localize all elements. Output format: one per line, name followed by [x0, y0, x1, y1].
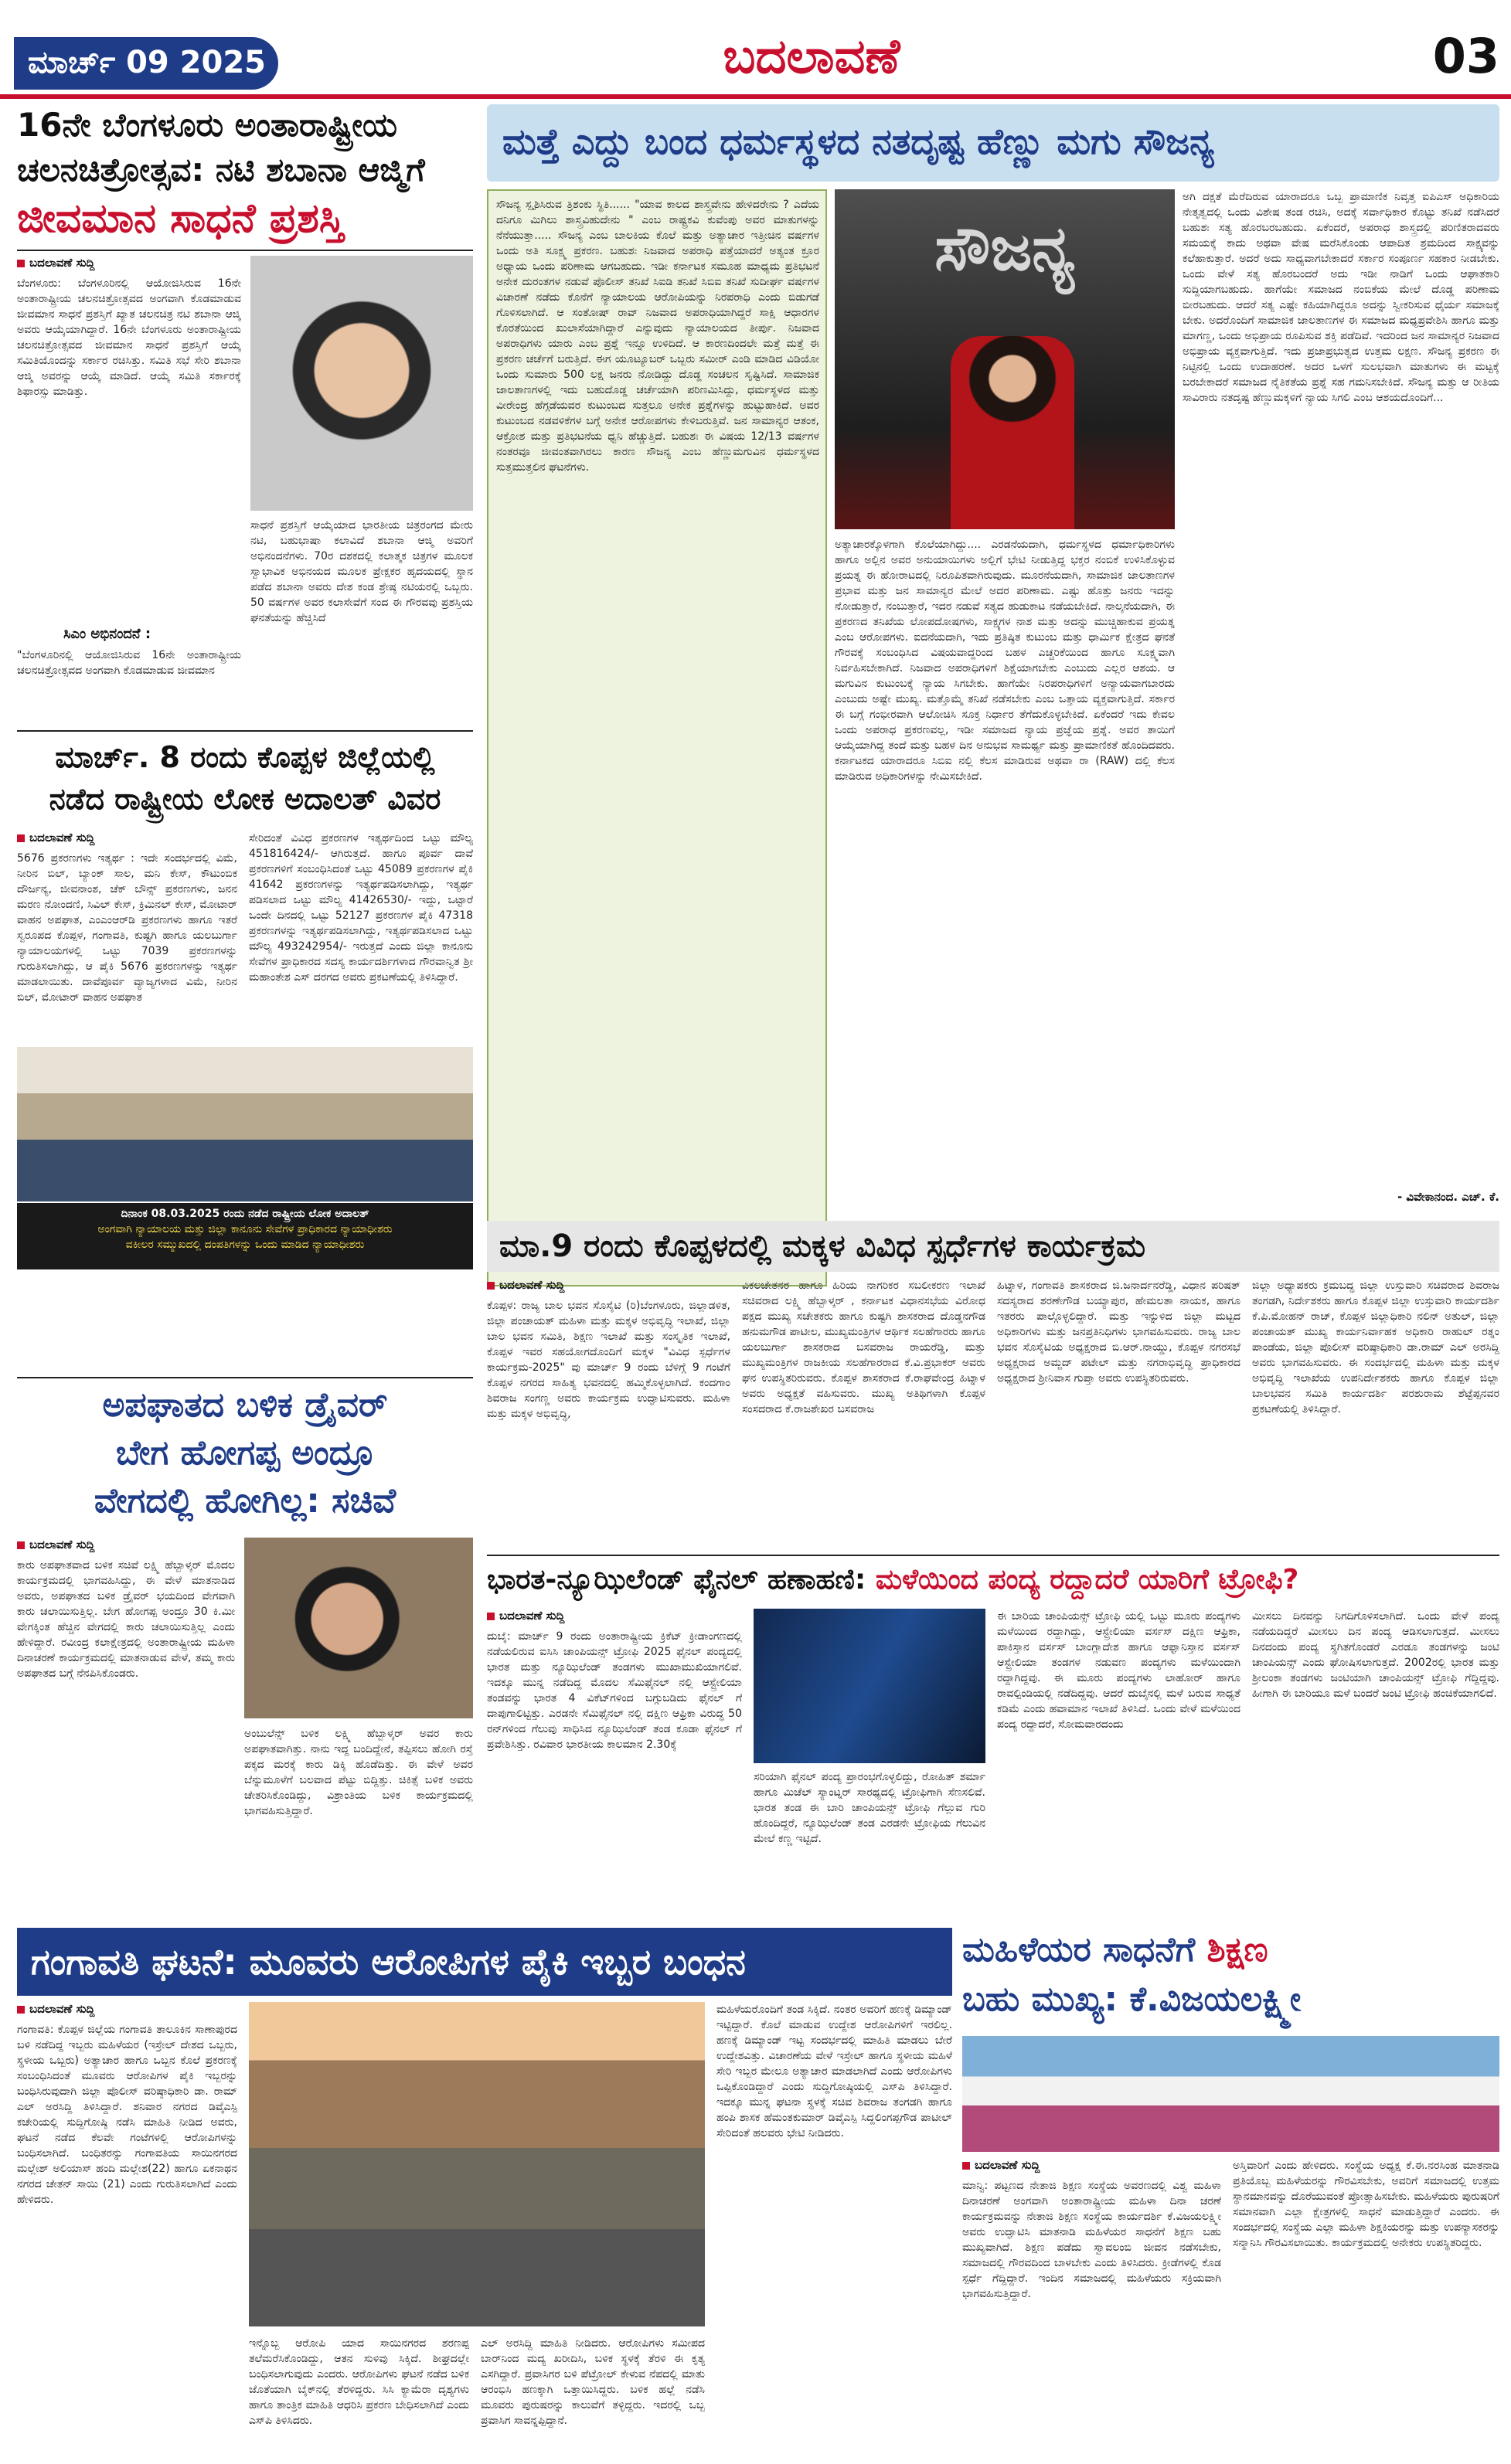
headline-line-2: ಚಲನಚಿತ್ರೋತ್ಸವ: ನಟಿ ಶಬಾನಾ ಆಜ್ಮಿಗೆ	[17, 151, 425, 189]
article-cricket-final	[487, 1561, 1499, 1885]
left-frame	[487, 189, 827, 1286]
crime-scene-photo	[249, 2002, 705, 2326]
column-1: ಗಂಗಾವತಿ: ಕೊಪ್ಪಳ ಜಿಲ್ಲೆಯ ಗಂಗಾವತಿ ತಾಲೂಕಿನ ಸಾಣಾಪುರದ ಬಳಿ ನಡೆದಿದ್ದ ಇಬ್ಬರು ಮಹಿಳೆಯರ (ಇಸ್ರೇಲ್ ದೇಶದ ಒಬ್ಬರು, ಸ್ಥಳೀಯ ಒಬ್ಬರು) ಅತ್ಯಾಚಾರ ಹಾಗೂ ಒಬ್ಬನ ಕೊಲೆ ಪ್ರಕರಣಕ್ಕೆ ಸಂಬಂಧಿಸಿದಂತೆ ಮೂವರು ಆರೋಪಿಗಳ ಪೈಕಿ ಇಬ್ಬರನ್ನು ಬಂಧಿಸಿರುವುದಾಗಿ ಜಿಲ್ಲಾ ಪೊಲೀಸ್ ವರಿಷ್ಠಾಧಿಕಾರಿ ಡಾ. ರಾಮ್ ಎಲ್ ಅರಸಿದ್ದಿ ತಿಳಿಸಿದ್ದಾರೆ. ಶನಿವಾರ ನಗರದ ಡಿವೈಎಸ್ಪಿ ಕಚೇರಿಯಲ್ಲಿ ಸುದ್ದಿಗೋಷ್ಠಿ ನಡೆಸಿ ಮಾಹಿತಿ ನೀಡಿದ ಅವರು, ಘಟನೆ ನಡೆದ ಕೆಲವೇ ಗಂಟೆಗಳಲ್ಲಿ ಆರೋಪಿಗಳನ್ನು ಬಂಧಿಸಲಾಗಿದೆ. ಬಂಧಿತರನ್ನು ಗಂಗಾವತಿಯ ಸಾಯಿನಗರದ ಮಲ್ಲೇಶ್ ಅಲಿಯಾಸ್ ಹಂದಿ ಮಲ್ಲೇಶ(22) ಹಾಗೂ ಏಕನಾಥನ ನಗರದ ಚೇತನ್ ಸಾಯಿ (21) ಎಂದು ಗುರುತಿಸಲಾಗಿದೆ ಎಂದು ಹೇಳಿದರು.	[17, 2024, 237, 2206]
article-film-festival	[17, 104, 473, 645]
byline: ಬದಲಾವಣೆ ಸುದ್ದಿ	[17, 256, 233, 270]
caption-line-2: ಅಂಗವಾಗಿ ನ್ಯಾಯಾಲಯ ಮತ್ತು ಜಿಲ್ಲಾ ಕಾನೂನು ಸೇವೆಗಳ ಪ್ರಾಧಿಕಾರದ ನ್ಯಾಯಾಧೀಶರು	[97, 1223, 393, 1235]
event-photo	[962, 2036, 1499, 2152]
headline-line-1: ಮಾರ್ಚ್. 8 ರಂದು ಕೊಪ್ಪಳ ಜಿಲ್ಲೆಯಲ್ಲಿ	[55, 740, 435, 774]
column-3: ಈ ಬಾರಿಯ ಚಾಂಪಿಯನ್ಸ್ ಟ್ರೋಫಿ ಯಲ್ಲಿ ಒಟ್ಟು ಮೂರು ಪಂದ್ಯಗಳು ಮಳೆಯಿಂದ ರದ್ದಾಗಿದ್ದು, ಆಸ್ಟ್ರೇಲಿಯಾ ವರ್ಸಸ್ ದಕ್ಷಿಣ ಆಫ್ರಿಕಾ, ಪಾಕಿಸ್ತಾನ ವರ್ಸಸ್ ಬಾಂಗ್ಲಾದೇಶ ಹಾಗೂ ಆಫ್ಘಾನಿಸ್ತಾನ ವರ್ಸಸ್ ಆಸ್ಟ್ರೇಲಿಯಾ ತಂಡಗಳ ನಡುವಣ ಪಂದ್ಯಗಳು ಮಳೆಯಿಂದಾಗಿ ರದ್ದಾಗಿದ್ದವು. ಈ ಮೂರು ಪಂದ್ಯಗಳು ಲಾಹೋರ್ ಹಾಗೂ ರಾವಲ್ಪಿಂಡಿಯಲ್ಲಿ ನಡೆದಿದ್ದವು. ಆದರೆ ದುಬೈನಲ್ಲಿ ಮಳೆ ಬರುವ ಸಾಧ್ಯತೆ ಕಡಿಮೆ ಎಂದು ಹವಾಮಾನ ಇಲಾಖೆ ತಿಳಿಸಿದೆ. ಒಂದು ವೇಳೆ ಮಳೆಯಿಂದ ಪಂದ್ಯ ರದ್ದಾದರೆ, ಸೋಮವಾರದಂದು	[997, 1610, 1240, 1731]
section-rule	[17, 1377, 473, 1378]
byline: ಬದಲಾವಣೆ ಸುದ್ದಿ	[962, 2158, 1194, 2172]
headline-line-1	[962, 1928, 1499, 1973]
headline-line-2: ನಡೆದ ರಾಷ್ಟ್ರೀಯ ಲೋಕ ಅದಾಲತ್ ವಿವರ	[49, 782, 441, 816]
byline: ಬದಲಾವಣೆ ಸುದ್ದಿ	[17, 1538, 233, 1551]
column-4: ಮಹಿಳೆಯರೊಂದಿಗೆ ತಂಡ ಸಿಕ್ಕಿದೆ. ನಂತರ ಅವರಿಗೆ ಹಣಕ್ಕೆ ಡಿಮ್ಯಾಂಡ್ ಇಟ್ಟಿದ್ದಾರೆ. ಕೊಲೆ ಮಾಡುವ ಉದ್ದೇಶ ಆರೋಪಿಗಳಿಗೆ ಇರಲಿಲ್ಲ. ಹಣಕ್ಕೆ ಡಿಮ್ಯಾಂಡ್ ಇಟ್ಟ ಸಂದರ್ಭದಲ್ಲಿ ಮಾಹಿತಿ ಮಾಡಲು ಬೇರೆ ಉದ್ದೇಶವಿತ್ತು. ವಿಚಾರಣೆಯ ವೇಳೆ ಇಸ್ರೇಲ್ ಹಾಗೂ ಸ್ಥಳೀಯ ಮಹಿಳೆ ಸೇರಿ ಇಬ್ಬರ ಮೇಲೂ ಅತ್ಯಾಚಾರ ಮಾಡಲಾಗಿದೆ ಎಂದು ಆರೋಪಿಗಳು ಒಪ್ಪಿಕೊಂಡಿದ್ದಾರೆ ಎಂದು ಸುದ್ದಿಗೋಷ್ಠಿಯಲ್ಲಿ ಎಸ್‌ಪಿ ತಿಳಿಸಿದ್ದಾರೆ. ಇದಕ್ಕೂ ಮುನ್ನ ಘಟನಾ ಸ್ಥಳಕ್ಕೆ ಸಚಿವ ಶಿವರಾಜ ತಂಗಡಗಿ ಹಾಗೂ ಹಂಪಿ ಶಾಸಕ ಹೆಮಂತಕುಮಾರ್ ಡಿವೈಎಸ್ಪಿ ಸಿದ್ದಲಿಂಗಪ್ಪಗೌಡ ಪಾಟೀಲ್ ಸೇರಿದಂತೆ ಹಲವರು ಭೇಟಿ ನೀಡಿದರು.	[716, 2003, 952, 2139]
article-soujanya	[487, 104, 1499, 1217]
article-body-1: ಕಾರು ಅಪಘಾತವಾದ ಬಳಿಕ ಸಚಿವೆ ಲಕ್ಷ್ಮಿ ಹೆಬ್ಬಾಳ್ಕರ್ ಮೊದಲ ಕಾರ್ಯಕ್ರಮದಲ್ಲಿ ಭಾಗವಹಿಸಿದ್ದು, ಈ ವೇಳೆ ಮಾತನಾಡಿದ ಅವರು, ಅಪಘಾತದ ಬಳಿಕ ಡ್ರೈವರ್ ಭಯದಿಂದ ವೇಗವಾಗಿ ಕಾರು ಚಲಾಯಿಸುತ್ತಿಲ್ಲ. ಬೇಗ ಹೋಗಪ್ಪ ಅಂದ್ರೂ 30 ಕಿ.ಮೀ ವೇಗಕ್ಕಿಂತ ಹೆಚ್ಚಿನ ವೇಗದಲ್ಲಿ ಕಾರು ಚಲಾಯಿಸುತ್ತಿಲ್ಲ ಎಂದು ಹೇಳಿದ್ದಾರೆ. ರವೀಂದ್ರ ಕಲಾಕ್ಷೇತ್ರದಲ್ಲಿ ಅಂತಾರಾಷ್ಟ್ರೀಯ ಮಹಿಳಾ ದಿನಾಚರಣೆ ಕಾರ್ಯಕ್ರಮದಲ್ಲಿ ಮಾತನಾಡುವ ವೇಳೆ, ತಮ್ಮ ಕಾರು ಅಪಘಾತದ ಬಗ್ಗೆ ನೆನಪಿಸಿಕೊಂಡರು.	[17, 1559, 235, 1680]
caption-line-1: ದಿನಾಂಕ 08.03.2025 ರಂದು ನಡೆದ ರಾಷ್ಟ್ರೀಯ ಲೋಕ ಅದಾಲತ್	[121, 1208, 369, 1220]
column-2: ಇನ್ನೊಬ್ಬ ಆರೋಪಿ ಯಾದ ಸಾಯಿನಗರದ ಶರಣಪ್ಪ ತಲೆಮರೆಸಿಕೊಂಡಿದ್ದು, ಆತನ ಸುಳಿವು ಸಿಕ್ಕಿದೆ. ಶೀಘ್ರದಲ್ಲೇ ಬಂಧಿಸಲಾಗುವುದು ಎಂದರು. ಆರೋಪಿಗಳು ಘಟನೆ ನಡೆದ ಬಳಿಕ ಜೊತೆಯಾಗಿ ಬೈಕ್‌ನಲ್ಲಿ ತೆರಳಿದ್ದರು. ಸಿಸಿ ಕ್ಯಾಮೆರಾ ದೃಶ್ಯಗಳು ಹಾಗೂ ತಾಂತ್ರಿಕ ಮಾಹಿತಿ ಆಧರಿಸಿ ಪ್ರಕರಣ ಬೇಧಿಸಲಾಗಿದೆ ಎಂದು ಎಸ್‌ಪಿ ತಿಳಿಸಿದರು.	[249, 2337, 469, 2427]
paper-title: ಬದಲಾವಣೆ	[723, 28, 900, 84]
poster-title: ಸೌಜನ್ಯ	[934, 212, 1075, 284]
column-3: ಎಲ್ ಅರಸಿದ್ದಿ ಮಾಹಿತಿ ನೀಡಿದರು. ಆರೋಪಿಗಳು ಸಮೀಪದ ಬಾರ್‌ನಿಂದ ಮದ್ಯ ಖರೀದಿಸಿ, ಬಳಿಕ ಸ್ಥಳಕ್ಕೆ ತೆರಳಿ ಈ ಕೃತ್ಯ ಎಸಗಿದ್ದಾರೆ. ಪ್ರವಾಸಿಗರ ಬಳಿ ಪೆಟ್ರೋಲ್ ಕೇಳುವ ನೆಪದಲ್ಲಿ ಮಾತು ಆರಂಭಿಸಿ ಹಣಕ್ಕಾಗಿ ಒತ್ತಾಯಿಸಿದ್ದರು. ಬಳಿಕ ಹಲ್ಲೆ ನಡೆಸಿ ಮೂವರು ಪುರುಷರನ್ನು ಕಾಲುವೆಗೆ ತಳ್ಳಿದ್ದರು. ಇದರಲ್ಲಿ ಒಬ್ಬ ಪ್ರವಾಸಿಗ ಸಾವನ್ನಪ್ಪಿದ್ದಾನೆ.	[481, 2337, 705, 2427]
headline-line-3: ಜೀವಮಾನ ಸಾಧನೆ ಪ್ರಶಸ್ತಿ	[17, 195, 344, 242]
caption-line-3: ವಕೀಲರ ಸಮ್ಮುಖದಲ್ಲಿ ದಂಪತಿಗಳನ್ನು ಒಂದು ಮಾಡಿದ ನ್ಯಾಯಾಧೀಶರು	[125, 1239, 365, 1251]
headline-line-2: ಬಹು ಮುಖ್ಯ: ಕೆ.ವಿಜಯಲಕ್ಷ್ಮೀ	[962, 1980, 1302, 2019]
column-3: ಹಿಟ್ನಾಳ, ಗಂಗಾವತಿ ಶಾಸಕರಾದ ಜಿ.ಜನಾರ್ದನರೆಡ್ಡಿ, ವಿಧಾನ ಪರಿಷತ್ ಸದಸ್ಯರಾದ ಶರಣೇಗೌಡ ಬಯ್ಯಾಪುರ, ಹೇಮಲತಾ ನಾಯಕ, ಹಾಗೂ ಇತರರು ಪಾಲ್ಗೊಳ್ಳಲಿದ್ದಾರೆ. ಮತ್ತು ಇನ್ನುಳಿದ ಜಿಲ್ಲಾ ಮಟ್ಟದ ಅಧಿಕಾರಿಗಳು ಮತ್ತು ಜನಪ್ರತಿನಿಧಿಗಳು ಭಾಗವಹಿಸುವರು. ರಾಜ್ಯ ಬಾಲ ಭವನ ಸೊಸೈಟಿಯ ಅಧ್ಯಕ್ಷರಾದ ಬಿ.ಆರ್.ನಾಯ್ಡು, ಕೊಪ್ಪಳ ನಗರಸಭೆ ಅಧ್ಯಕ್ಷರಾದ ಅಮ್ಜದ್ ಪಟೇಲ್ ಮತ್ತು ನಗರಾಭಿವೃದ್ಧಿ ಪ್ರಾಧಿಕಾರದ ಅಧ್ಯಕ್ಷರಾದ ಶ್ರೀನಿವಾಸ ಗುಪ್ತಾ ಅವರು ಉಪಸ್ಥಿತರಿರುವರು.	[997, 1280, 1240, 1385]
column-2: ಅಸ್ತಿವಾರಿಗೆ ಎಂದು ಹೇಳಿದರು. ಸಂಸ್ಥೆಯ ಅಧ್ಯಕ್ಷ ಕೆ.ಈ.ನರಸಿಂಹ ಮಾತನಾಡಿ ಪ್ರತಿಯೊಬ್ಬ ಮಹಿಳೆಯರನ್ನು ಗೌರವಿಸಬೇಕು, ಅವರಿಗೆ ಸಮಾಜದಲ್ಲಿ ಉತ್ತಮ ಸ್ಥಾನಮಾನವನ್ನು ದೊರೆಯುವಂತೆ ಪ್ರೋತ್ಸಾಹಿಸಬೇಕು. ಮಹಿಳೆಯರು ಪುರುಷರಿಗೆ ಸಮಾನವಾಗಿ ಎಲ್ಲಾ ಕ್ಷೇತ್ರಗಳಲ್ಲಿ ಸಾಧನೆ ಮಾಡುತ್ತಿದ್ದಾರೆ ಎಂದರು. ಈ ಸಂದರ್ಭದಲ್ಲಿ ಸಂಸ್ಥೆಯ ಎಲ್ಲಾ ಮಹಿಳಾ ಶಿಕ್ಷಕಿಯರನ್ನು ಮತ್ತು ಉಪನ್ಯಾಸಕರನ್ನು ಸನ್ಮಾನಿಸಿ ಗೌರವಿಸಲಾಯಿತು. ಕಾರ್ಯಕ್ರಮದಲ್ಲಿ ಅನೇಕರು ಉಪಸ್ಥಿತರಿದ್ದರು.	[1233, 2160, 1499, 2249]
article-body-2: ಸೇರಿದಂತೆ ವಿವಿಧ ಪ್ರಕರಣಗಳ ಇತ್ಯರ್ಥದಿಂದ ಒಟ್ಟು ಮೌಲ್ಯ 451816424/- ಆಗಿರುತ್ತದೆ. ಹಾಗೂ ಪೂರ್ವ ದಾವೆ ಪ್ರಕರಣಗಳಿಗೆ ಸಂಬಂಧಿಸಿದಂತೆ ಒಟ್ಟು 45089 ಪ್ರಕರಣಗಳ ಪೈಕಿ 41642 ಪ್ರಕರಣಗಳನ್ನು ಇತ್ಯರ್ಥಪಡಿಸಲಾಗಿದ್ದು, ಇತ್ಯರ್ಥ ಪಡಿಸಲಾದ ಒಟ್ಟು ಮೌಲ್ಯ 41426530/- ಇದ್ದು, ಒಟ್ಟಾರೆ ಒಂದೇ ದಿನದಲ್ಲಿ ಒಟ್ಟು 52127 ಪ್ರಕರಣಗಳ ಪೈಕಿ 47318 ಪ್ರಕರಣಗಳನ್ನು ಇತ್ಯರ್ಥಪಡಿಸಲಾಗಿದ್ದು, ಇತ್ಯರ್ಥಪಡಿಸಲಾದ ಒಟ್ಟು ಮೌಲ್ಯ 493242954/- ಇರುತ್ತದೆ ಎಂದು ಜಿಲ್ಲಾ ಕಾನೂನು ಸೇವೆಗಳ ಪ್ರಾಧಿಕಾರದ ಸದಸ್ಯ ಕಾರ್ಯದರ್ಶಿಗಳಾದ ಗೌರವಾನ್ವಿತ ಶ್ರೀ ಮಹಾಂತೇಶ ಎಸ್ ದರಗದ ಅವರು ಪ್ರಕಟಣೆಯಲ್ಲಿ ತಿಳಿಸಿದ್ದಾರೆ.	[249, 832, 473, 984]
byline: ಬದಲಾವಣೆ ಸುದ್ದಿ	[17, 2002, 233, 2016]
article-body-1: ಬೆಂಗಳೂರು: ಬೆಂಗಳೂರಿನಲ್ಲಿ ಆಯೋಜಿಸಿರುವ 16ನೇ ಅಂತಾರಾಷ್ಟ್ರೀಯ ಚಲನಚಿತ್ರೋತ್ಸವದ ಅಂಗವಾಗಿ ಕೊಡಮಾಡುವ ಜೀವಮಾನ ಸಾಧನೆ ಪ್ರಶಸ್ತಿಗೆ ಖ್ಯಾತ ಚಲನಚಿತ್ರ ನಟಿ ಶಬಾನಾ ಆಜ್ಮಿ ಅವರು ಆಯ್ಕೆಯಾಗಿದ್ದಾರೆ. 16ನೇ ಬೆಂಗಳೂರು ಅಂತಾರಾಷ್ಟ್ರೀಯ ಚಲನಚಿತ್ರೋತ್ಸವದ ಜೀವಮಾನ ಸಾಧನೆ ಪ್ರಶಸ್ತಿಗೆ ಆಯ್ಕೆ ಸಮಿತಿಯೊಂದನ್ನು ಸರ್ಕಾರ ರಚಿಸಿತ್ತು. ಸಮಿತಿ ಸಭೆ ಸೇರಿ ಶಬಾನಾ ಆಜ್ಮಿ ಅವರನ್ನು ಆಯ್ಕೆ ಮಾಡಿದೆ. ಆಯ್ಕೆ ಸಮಿತಿ ಸರ್ಕಾರಕ್ಕೆ ಶಿಫಾರಸ್ಸು ಮಾಡಿತ್ತು.	[17, 277, 241, 398]
headline: ಮಾ.9 ರಂದು ಕೊಪ್ಪಳದಲ್ಲಿ ಮಕ್ಕಳ ವಿವಿಧ ಸ್ಪರ್ಧೆಗಳ ಕಾರ್ಯಕ್ರಮ	[499, 1229, 1146, 1264]
article-lok-adalat	[17, 738, 473, 1368]
headline-box	[487, 104, 1499, 182]
column-4: ಮೀಸಲು ದಿನವನ್ನು ನಿಗದಿಗೊಳಿಸಲಾಗಿದೆ. ಒಂದು ವೇಳೆ ಪಂದ್ಯ ನಡೆಯದಿದ್ದರೆ ಮೀಸಲು ದಿನ ಪಂದ್ಯ ಆಡಿಸಲಾಗುತ್ತದೆ. ಮೀಸಲು ದಿನದಂದು ಪಂದ್ಯ ಸ್ಥಗಿತಗೊಂಡರೆ ಎರಡೂ ತಂಡಗಳನ್ನು ಜಂಟಿ ಚಾಂಪಿಯನ್ಸ್ ಎಂದು ಘೋಷಿಸಲಾಗುತ್ತದೆ. 2002ರಲ್ಲಿ ಭಾರತ ಮತ್ತು ಶ್ರೀಲಂಕಾ ತಂಡಗಳು ಜಂಟಿಯಾಗಿ ಚಾಂಪಿಯನ್ಸ್ ಟ್ರೋಫಿ ಗೆದ್ದಿದ್ದವು. ಹೀಗಾಗಿ ಈ ಬಾರಿಯೂ ಮಳೆ ಬಂದರೆ ಜಂಟಿ ಟ್ರೋಫಿ ಹಂಚಿಕೆಯಾಗಲಿದೆ.	[1252, 1610, 1499, 1700]
headline-line-3: ವೇಗದಲ್ಲಿ ಹೋಗಿಲ್ಲ: ಸಚಿವೆ	[94, 1481, 396, 1521]
section-rule	[17, 730, 473, 732]
headline-part-2: ಮಳೆಯಿಂದ ಪಂದ್ಯ ರದ್ದಾದರೆ ಯಾರಿಗೆ ಟ್ರೋಫಿ?	[875, 1564, 1299, 1596]
column-4: ಜಿಲ್ಲಾ ಅಧ್ಯಾಪಕರು ಕ್ರಮಬದ್ಧ ಜಿಲ್ಲಾ ಉಸ್ತುವಾರಿ ಸಚಿವರಾದ ಶಿವರಾಜ ತಂಗಡಗಿ, ನಿರ್ದೇಶಕರು ಹಾಗೂ ಕೊಪ್ಪಳ ಜಿಲ್ಲಾ ಉಸ್ತುವಾರಿ ಕಾರ್ಯದರ್ಶಿ ಕೆ.ಪಿ.ಮೋಹನ್ ರಾಜ್, ಕೊಪ್ಪಳ ಜಿಲ್ಲಾಧಿಕಾರಿ ನಲಿನ್ ಅತುಲ್, ಜಿಲ್ಲಾ ಪಂಚಾಯತ್ ಮುಖ್ಯ ಕಾರ್ಯನಿರ್ವಾಹಕ ಅಧಿಕಾರಿ ರಾಹುಲ್ ರತ್ನಂ ಪಾಂಡೆಯ, ಜಿಲ್ಲಾ ಪೊಲೀಸ್ ವರಿಷ್ಠಾಧಿಕಾರಿ ಡಾ.ರಾಮ್ ಎಲ್ ಅರಸಿದ್ದಿ ಅವರು ಭಾಗವಹಿಸುವರು. ಈ ಸಂದರ್ಭದಲ್ಲಿ ಮಹಿಳಾ ಮತ್ತು ಮಕ್ಕಳ ಅಭಿವೃದ್ಧಿ ಇಲಾಖೆಯ ಉಪನಿರ್ದೇಶಕರು ಹಾಗೂ ಕೊಪ್ಪಳ ಜಿಲ್ಲಾ ಬಾಲಭವನ ಸಮಿತಿ ಕಾರ್ಯದರ್ಶಿ ಪರಶುರಾಮ ಶೆಟ್ಟೆಪ್ಪನವರ ಪ್ರಕಟಣೆಯಲ್ಲಿ ತಿಳಿಸಿದ್ದಾರೆ.	[1252, 1280, 1499, 1416]
column-2: ವಿಕಲಚೇತನರ ಹಾಗೂ ಹಿರಿಯ ನಾಗರಿಕರ ಸಬಲೀಕರಣ ಇಲಾಖೆ ಸಚಿವರಾದ ಲಕ್ಷ್ಮಿ ಹೆಬ್ಬಾಳ್ಕರ್ , ಕರ್ನಾಟಕ ವಿಧಾನಸಭೆಯ ವಿರೋಧ ಪಕ್ಷದ ಮುಖ್ಯ ಸಚೇತಕರು ಹಾಗೂ ಕುಷ್ಟಗಿ ಶಾಸಕರಾದ ದೊಡ್ಡನಗೌಡ ಹನುಮಗೌಡ ಪಾಟೀಲ, ಮುಖ್ಯಮಂತ್ರಿಗಳ ಆರ್ಥಿಕ ಸಲಹೆಗಾರರು ಹಾಗೂ ಯಲಬುರ್ಗಾ ಶಾಸಕರಾದ ಬಸವರಾಜ ರಾಯರೆಡ್ಡಿ, ಮತ್ತು ಮುಖ್ಯಮಂತ್ರಿಗಳ ರಾಜಕೀಯ ಸಲಹೆಗಾರರಾದ ಕೆ.ವಿ.ಪ್ರಭಾಕರ್ ಅವರು ಘನ ಉಪಸ್ಥಿತರಿರುವರು. ಕೊಪ್ಪಳ ಶಾಸಕರಾದ ಕೆ.ರಾಘವೇಂದ್ರ ಹಿಟ್ನಾಳ ಅವರು ಅಧ್ಯಕ್ಷತೆ ವಹಿಸುವರು. ಮುಖ್ಯ ಅತಿಥಿಗಳಾಗಿ ಕೊಪ್ಪಳ ಸಂಸದರಾದ ಕೆ.ರಾಜಶೇಖರ ಬಸವರಾಜ	[742, 1280, 985, 1416]
article-body-2: ಅಂಬುಲೆನ್ಸ್ ಬಳಿಕ ಲಕ್ಷ್ಮಿ ಹೆಬ್ಬಾಳ್ಕರ್ ಅವರ ಕಾರು ಅಪಘಾತವಾಗಿತ್ತು. ನಾನು ಇದ್ದ ಬಂದಿದ್ದೇನೆ, ತಪ್ಪಿಸಲು ಹೋಗಿ ರಸ್ತೆ ಪಕ್ಕದ ಮರಕ್ಕೆ ಕಾರು ಡಿಕ್ಕಿ ಹೊಡೆದಿತ್ತು. ಈ ವೇಳೆ ಅವರ ಬೆನ್ನುಮೂಳೆಗೆ ಬಲವಾದ ಪೆಟ್ಟು ಬಿದ್ದಿತ್ತು. ಚಿಕಿತ್ಸೆ ಬಳಿಕ ಅವರು ಚೇತರಿಸಿಕೊಂಡಿದ್ದು, ವಿಶ್ರಾಂತಿಯ ಬಳಿಕ ಕಾರ್ಯಕ್ರಮದಲ್ಲಿ ಭಾಗವಹಿಸುತ್ತಿದ್ದಾರೆ.	[244, 1728, 473, 1817]
masthead-rule	[0, 94, 1511, 99]
divider	[17, 250, 473, 251]
article-minister	[17, 1383, 473, 1924]
headline-line-1: ಅಪಘಾತದ ಬಳಿಕ ಡ್ರೈವರ್	[102, 1385, 388, 1425]
subheading: ಸಿಎಂ ಅಭಿನಂದನೆ :	[63, 626, 151, 642]
article-body-1: 5676 ಪ್ರಕರಣಗಳು ಇತ್ಯರ್ಥ : ಇದೇ ಸಂದರ್ಭದಲ್ಲಿ ವಿಮೆ, ನೀರಿನ ಬಿಲ್, ಬ್ಯಾಂಕ್ ಸಾಲ, ಮನಿ ಕೇಸ್, ಕೌಟುಂಬಿಕ ದೌರ್ಜನ್ಯ, ಜೀವನಾಂಶ, ಚೆಕ್ ಬೌನ್ಸ್ ಪ್ರಕರಣಗಳು, ಜನನ ಮರಣ ನೋಂದಣಿ, ಸಿವಿಲ್ ಕೇಸ್, ಕ್ರಿಮಿನಲ್ ಕೇಸ್, ಮೋಟಾರ್ ವಾಹನ ಅಪಘಾತ, ಎಂಎಂಆರ್‌ಡಿ ಪ್ರಕರಣಗಳು ಹಾಗೂ ಇತರೆ ಸ್ವರೂಪದ ಕೊಪ್ಪಳ, ಗಂಗಾವತಿ, ಕುಷ್ಟಗಿ ಹಾಗೂ ಯಲಬುರ್ಗಾ ನ್ಯಾಯಾಲಯಗಳಲ್ಲಿ ಒಟ್ಟು 7039 ಪ್ರಕರಣಗಳನ್ನು ಗುರುತಿಸಲಾಗಿದ್ದು, ಆ ಪೈಕಿ 5676 ಪ್ರಕರಣಗಳನ್ನು ಇತ್ಯರ್ಥ ಮಾಡಲಾಯಿತು. ದಾವೆಪೂರ್ವ ವ್ಯಾಜ್ಯಗಳಾದ ವಿಮೆ, ನೀರಿನ ಬಿಲ್, ಮೋಟಾರ್ ವಾಹನ ಅಪಘಾತ	[17, 852, 237, 1004]
court-photo	[17, 1047, 473, 1201]
column-2: ಅತ್ಯಾಚಾರಕ್ಕೊಳಗಾಗಿ ಕೊಲೆಯಾಗಿದ್ದು.... ಎರಡನೆಯದಾಗಿ, ಧರ್ಮಸ್ಥಳದ ಧರ್ಮಾಧಿಕಾರಿಗಳು ಹಾಗೂ ಅಲ್ಲಿನ ಅವರ ಅನುಯಾಯಿಗಳು ಅಲ್ಲಿಗೆ ಭೇಟಿ ನೀಡುತ್ತಿದ್ದ ಭಕ್ತರ ನಂಬಿಕೆ ಉಳಿಸಿಕೊಳ್ಳುವ ಪ್ರಯತ್ನ ಈ ಹೋರಾಟದಲ್ಲಿ ನಿರೂಪಿತವಾಗಿರುವುದು. ಮೂರನೆಯದಾಗಿ, ಸಾಮಾಜಿಕ ಜಾಲತಾಣಗಳ ಪ್ರಭಾವ ಮತ್ತು ಜನ ಸಾಮಾನ್ಯರ ಮೇಲೆ ಅದರ ಪರಿಣಾಮ. ಎಷ್ಟು ಹೊತ್ತು ಜನರು ಇದನ್ನು ನೋಡುತ್ತಾರೆ, ನಂಬುತ್ತಾರೆ, ಇದರ ನಡುವೆ ಸತ್ಯದ ಹುಡುಕಾಟ ನಡೆಯಬೇಕಿದೆ. ನಾಲ್ಕನೆಯದಾಗಿ, ಈ ಪ್ರಕರಣದ ತನಿಖೆಯ ಲೋಪದೋಷಗಳು, ಸಾಕ್ಷ್ಯಗಳ ನಾಶ ಮತ್ತು ಅದನ್ನು ಮುಚ್ಚಿಹಾಕುವ ಪ್ರಯತ್ನ ಎಂಬ ಆರೋಪಗಳು. ಐದನೆಯದಾಗಿ, ಇದು ಪ್ರತಿಷ್ಠಿತ ಕುಟುಂಬ ಮತ್ತು ಧಾರ್ಮಿಕ ಕ್ಷೇತ್ರದ ಘನತೆ ಗೌರವಕ್ಕೆ ಸಂಬಂಧಿಸಿದ ವಿಷಯವಾದ್ದರಿಂದ ಬಹಳ ಎಚ್ಚರಿಕೆಯಿಂದ ಹಾಗೂ ಸೂಕ್ಷ್ಮವಾಗಿ ನಿರ್ವಹಿಸಬೇಕಾಗಿದೆ. ನಿಜವಾದ ಅಪರಾಧಿಗಳಿಗೆ ಶಿಕ್ಷೆಯಾಗಬೇಕು ಎಂಬುದು ಎಲ್ಲರ ಆಶಯ. ಆ ಮಗುವಿನ ಕುಟುಂಬಕ್ಕೆ ನ್ಯಾಯ ಸಿಗಬೇಕು. ಹಾಗೆಯೇ ನಿರಪರಾಧಿಗಳಿಗೆ ಅನ್ಯಾಯವಾಗಬಾರದು ಎಂಬುದು ಅಷ್ಟೇ ಮುಖ್ಯ. ಮತ್ತೊಮ್ಮೆ ತನಿಖೆ ನಡೆಸಬೇಕು ಎಂಬ ಒತ್ತಾಯ ವ್ಯಕ್ತವಾಗುತ್ತಿದೆ. ಸರ್ಕಾರ ಈ ಬಗ್ಗೆ ಗಂಭೀರವಾಗಿ ಆಲೋಚಿಸಿ ಸೂಕ್ತ ನಿರ್ಧಾರ ತೆಗೆದುಕೊಳ್ಳಬೇಕಿದೆ. ಏಕೆಂದರೆ ಇದು ಕೇವಲ ಒಂದು ಅಪರಾಧ ಪ್ರಕರಣವಲ್ಲ, ಇಡೀ ಸಮಾಜದ ನ್ಯಾಯ ಪ್ರಜ್ಞೆಯ ಪ್ರಶ್ನೆ. ಅವರ ತಾಯಿಗೆ ಆಯ್ಕೆಯಾಗಿದ್ದ ತಂದೆ ಮತ್ತು ಬಹಳ ದಿನ ಅನುಭವ ಸಾಮರ್ಥ್ಯ ಮತ್ತು ಪ್ರಾಮಾಣಿಕತೆ ಹೊಂದಿದವರು. ಕರ್ನಾಟಕದ ಯಾರಾದರೂ ಸಿಬಿಐ ನಲ್ಲಿ ಕೆಲಸ ಮಾಡಿರುವ ಅಥವಾ ರಾ (RAW) ದಲ್ಲಿ ಕೆಲಸ ಮಾಡಿರುವ ಅಧಿಕಾರಿಗಳನ್ನು ನೇಮಿಸಬೇಕಿದೆ.	[835, 539, 1175, 783]
date-badge	[14, 37, 278, 90]
headline-part-2: ಶಿಕ್ಷಣ	[1206, 1930, 1268, 1970]
date-text: ಮಾರ್ಚ್ 09 2025	[28, 45, 267, 80]
column-1: ಕೊಪ್ಪಳ: ರಾಜ್ಯ ಬಾಲ ಭವನ ಸೊಸೈಟಿ (ರಿ)ಬೆಂಗಳೂರು, ಜಿಲ್ಲಾಡಳಿತ, ಜಿಲ್ಲಾ ಪಂಚಾಯತ್ ಮಹಿಳಾ ಮತ್ತು ಮಕ್ಕಳ ಅಭಿವೃದ್ಧಿ ಇಲಾಖೆ, ಜಿಲ್ಲಾ ಬಾಲ ಭವನ ಸಮಿತಿ, ಶಿಕ್ಷಣ ಇಲಾಖೆ ಮತ್ತು ಸಂಸ್ಕೃತಿಕ ಇಲಾಖೆ, ಕೊಪ್ಪಳ ಇವರ ಸಹಯೋಗದೊಂದಿಗೆ ಮಕ್ಕಳ "ವಿವಿಧ ಸ್ಪರ್ಧೆಗಳ ಕಾರ್ಯಕ್ರಮ-2025" ವು ಮಾರ್ಚ್ 9 ರಂದು ಬೆಳಿಗ್ಗೆ 9 ಗಂಟೆಗೆ ಕೊಪ್ಪಳ ನಗರದ ಸಾಹಿತ್ಯ ಭವನದಲ್ಲಿ ಹಮ್ಮಿಕೊಳ್ಳಲಾಗಿದೆ. ಕಂದಗಾಂ ಶಿವರಾಜ ಸಂಗಣ್ಣ ಅವರು ಕಾರ್ಯಕ್ರಮ ಉದ್ಘಾಟಿಸುವರು. ಮಹಿಳಾ ಮತ್ತು ಮಕ್ಕಳ ಅಭಿವೃದ್ಧಿ,	[487, 1300, 730, 1420]
page-number: 03	[1432, 28, 1499, 84]
headline: ಮತ್ತೆ ಎದ್ದು ಬಂದ ಧರ್ಮಸ್ಥಳದ ನತದೃಷ್ಟ ಹೆಣ್ಣು ಮಗು ಸೌಜನ್ಯ	[502, 121, 1215, 162]
minister-photo	[244, 1538, 473, 1718]
article-gangavathi	[17, 1928, 952, 2461]
headline-part-1: ಮಹಿಳೆಯರ ಸಾಧನೆಗೆ	[962, 1930, 1207, 1970]
article-children-events	[487, 1221, 1499, 1545]
article-women-education	[962, 1928, 1499, 2461]
section-rule	[487, 1555, 1499, 1556]
headline	[487, 1561, 1499, 1604]
byline: ಬದಲಾವಣೆ ಸುದ್ದಿ	[487, 1278, 719, 1292]
headline-line-1: 16ನೇ ಬೆಂಗಳೂರು ಅಂತಾರಾಷ್ಟ್ರೀಯ	[17, 106, 398, 144]
masthead	[0, 0, 1511, 100]
girl-figure	[951, 336, 1074, 529]
headline-box	[17, 1928, 952, 1996]
headline: ಗಂಗಾವತಿ ಘಟನೆ: ಮೂವರು ಆರೋಪಿಗಳ ಪೈಕಿ ಇಬ್ಬರ ಬಂಧನ	[31, 1941, 746, 1983]
article-body-3: "ಬೆಂಗಳೂರಿನಲ್ಲಿ ಆಯೋಜಿಸಿರುವ 16ನೇ ಅಂತಾರಾಷ್ಟ್ರೀಯ ಚಲನಚಿತ್ರೋತ್ಸವದ ಅಂಗವಾಗಿ ಕೊಡಮಾಡುವ ಜೀವಮಾನ	[17, 649, 241, 677]
article-body-2: ಸಾಧನೆ ಪ್ರಶಸ್ತಿಗೆ ಆಯ್ಕೆಯಾದ ಭಾರತೀಯ ಚಿತ್ರರಂಗದ ಮೇರು ನಟಿ, ಬಹುಭಾಷಾ ಕಲಾವಿದೆ ಶಬಾನಾ ಆಜ್ಮಿ ಅವರಿಗೆ ಅಭಿನಂದನೆಗಳು. 70ರ ದಶಕದಲ್ಲಿ ಕಲಾತ್ಮಕ ಚಿತ್ರಗಳ ಮೂಲಕ ಸ್ವಾಭಾವಿಕ ಅಭಿನಯದ ಮೂಲಕ ಪ್ರೇಕ್ಷಕರ ಹೃದಯದಲ್ಲಿ ಸ್ಥಾನ ಪಡೆದ ಶಬಾನಾ ಅವರು ದೇಶ ಕಂಡ ಶ್ರೇಷ್ಠ ನಟಿಯರಲ್ಲಿ ಒಬ್ಬರು. 50 ವರ್ಷಗಳ ಅವರ ಕಲಾಸೇವೆಗೆ ಸಂದ ಈ ಗೌರವವು ಪ್ರಶಸ್ತಿಯ ಘನತೆಯನ್ನು ಹೆಚ್ಚಿಸಿದೆ	[250, 519, 473, 624]
column-3: ಅಗಿ ದಕ್ಷತೆ ಮೆರೆದಿರುವ ಯಾರಾದರೂ ಒಬ್ಬ ಪ್ರಾಮಾಣಿಕ ನಿವೃತ್ತ ಐಪಿಎಸ್ ಅಧಿಕಾರಿಯ ನೇತೃತ್ವದಲ್ಲಿ ಒಂದು ವಿಶೇಷ ತಂಡ ರಚಿಸಿ, ಅದಕ್ಕೆ ಸರ್ವಾಧಿಕಾರ ಕೊಟ್ಟು ತನಿಖೆ ನಡೆಸಿದರೆ ಬಹುಶಃ ಸತ್ಯ ಹೊರಬರಬಹುದು. ಏಕೆಂದರೆ, ಅಪರಾಧ ಶಾಸ್ತ್ರದಲ್ಲಿ ಪರಿಣಿತರಾದವರು ಸಮಯಕ್ಕೆ ಕಾದು ಅಥವಾ ವೇಷ ಮರೆಸಿಕೊಂಡು ಆಪಾದಿತ ಶ್ರಮದಿಂದ ಸಾಕ್ಷ್ಯವನ್ನು ಕಲೆಹಾಕುತ್ತಾರೆ. ಅದರೆ ಅದು ಸಾಧ್ಯವಾಗಬೇಕಾದರೆ ಸರ್ಕಾರ ಸಂಪೂರ್ಣ ಸಹಕಾರ ನೀಡಬೇಕು. ಒಂದು ವೇಳೆ ಸತ್ಯ ಹೊರಬಂದರೆ ಅದು ಇಡೀ ನಾಡಿಗೆ ಒಂದು ಆಘಾತಕಾರಿ ಸುದ್ದಿಯಾಗಬಹುದು. ಹಾಗೆಯೇ ಸಮಾಜದ ನಂಬಿಕೆಯ ಮೇಲೆ ದೊಡ್ಡ ಪರಿಣಾಮ ಬೀರಬಹುದು. ಆದರೆ ಸತ್ಯ ಎಷ್ಟೇ ಕಹಿಯಾಗಿದ್ದರೂ ಅದನ್ನು ಸ್ವೀಕರಿಸುವ ಧೈರ್ಯ ಸಮಾಜಕ್ಕೆ ಬೇಕು. ಅದರೊಂದಿಗೆ ಸಾಮಾಜಿಕ ಜಾಲತಾಣಗಳ ಈ ಸಮಾಜದ ಮಧ್ಯಪ್ರವೇಶಿಸಿ ಹಾಗೂ ಮತ್ತು ಮಾಗಣ್ಣ, ಒಂದು ಅಭಿಪ್ರಾಯ ರೂಪಿಸುವ ಶಕ್ತಿ ಪಡೆದಿವೆ. ಇದರಿಂದ ಜನ ಸಾಮಾನ್ಯರ ನಿಜವಾದ ಅಭಿಪ್ರಾಯ ವ್ಯಕ್ತವಾಗುತ್ತಿದೆ. ಇದು ಪ್ರಜಾಪ್ರಭುತ್ವದ ಉತ್ತಮ ಲಕ್ಷಣ. ಸೌಜನ್ಯ ಪ್ರಕರಣ ಈ ನಿಟ್ಟಿನಲ್ಲಿ ಒಂದು ಉದಾಹರಣೆ. ಅದರ ಒಳಗೆ ಸುಲಭವಾಗಿ ಮಾತುಗಳು ಈ ಮಟ್ಟಕ್ಕೆ ಬರಬೇಕಾದರೆ ಸಮಾಜದ ನೈತಿಕತೆಯ ಪ್ರಶ್ನೆ ಸಹ ಗಮನಿಸಬೇಕಿದೆ. ಸೌಜನ್ಯ ಮತ್ತು ಆ ರೀತಿಯ ಸಾವಿರಾರು ನತದೃಷ್ಟ ಹೆಣ್ಣುಮಕ್ಕಳಿಗೆ ನ್ಯಾಯ ಸಿಗಲಿ ಎಂಬ ಆಶಯದೊಂದಿಗೆ...	[1183, 191, 1499, 404]
column-1: ಮಾನ್ವಿ: ಪಟ್ಟಣದ ನೇತಾಜಿ ಶಿಕ್ಷಣ ಸಂಸ್ಥೆಯ ಅವರಣದಲ್ಲಿ ವಿಶ್ವ ಮಹಿಳಾ ದಿನಾಚರಣೆ ಅಂಗವಾಗಿ ಅಂತಾರಾಷ್ಟ್ರೀಯ ಮಹಿಳಾ ದಿನಾ ಚರಣೆ ಕಾರ್ಯಕ್ರಮವನ್ನು ನೇತಾಜಿ ಶಿಕ್ಷಣ ಸಂಸ್ಥೆಯ ಕಾರ್ಯದರ್ಶಿ ಕೆ.ವಿಜಯಲಕ್ಷ್ಮೀ ಅವರು ಉದ್ಘಾಟಿಸಿ ಮಾತನಾಡಿ ಮಹಿಳೆಯರ ಸಾಧನೆಗೆ ಶಿಕ್ಷಣ ಬಹು ಮುಖ್ಯವಾಗಿದೆ. ಶಿಕ್ಷಣ ಪಡೆದು ಸ್ವಾವಲಂಬಿ ಜೀವನ ನಡೆಸಬೇಕು, ಸಮಾಜದಲ್ಲಿ ಗೌರವದಿಂದ ಬಾಳಬೇಕು ಎಂದು ತಿಳಿಸಿದರು. ಕ್ರೀಡೆಗಳಲ್ಲಿ ಕೊಡ ಸ್ಪರ್ಧೆ ಗೆದ್ದಿದ್ದಾರೆ. ಇಂದಿನ ಸಮಾಜದಲ್ಲಿ ಮಹಿಳೆಯರು ಸಕ್ರಿಯವಾಗಿ ಭಾಗವಹಿಸುತ್ತಿದ್ದಾರೆ.	[962, 2180, 1221, 2300]
author-credit: - ವಿವೇಕಾನಂದ. ಎಚ್. ಕೆ.	[1397, 1190, 1499, 1204]
cm-section	[17, 626, 473, 734]
column-2: ಸರಿಯಾಗಿ ಫೈನಲ್ ಪಂದ್ಯ ಪ್ರಾರಂಭಗೊಳ್ಳಲಿದ್ದು, ರೋಹಿತ್ ಶರ್ಮಾ ಹಾಗೂ ಮಿಚೆಲ್ ಸ್ಯಾಂಟ್ನರ್ ಸಾರಥ್ಯದಲ್ಲಿ ಟ್ರೋಫಿಗಾಗಿ ಸೆಣಸಲಿವೆ. ಭಾರತ ತಂಡ ಈ ಬಾರಿ ಚಾಂಪಿಯನ್ಸ್ ಟ್ರೋಫಿ ಗೆಲ್ಲುವ ಗುರಿ ಹೊಂದಿದ್ದರೆ, ನ್ಯೂಝಿಲೆಂಡ್ ತಂಡ ಎರಡನೇ ಟ್ರೋಫಿಯ ಗೆಲುವಿನ ಮೇಲೆ ಕಣ್ಣ ಇಟ್ಟಿದೆ.	[754, 1771, 985, 1845]
byline: ಬದಲಾವಣೆ ಸುದ್ದಿ	[17, 831, 233, 845]
byline: ಬದಲಾವಣೆ ಸುದ್ದಿ	[487, 1609, 719, 1623]
headline-line-2: ಬೇಗ ಹೋಗಪ್ಪ ಅಂದ್ರೂ	[115, 1433, 375, 1473]
cricket-photo	[754, 1609, 985, 1763]
soujanya-poster	[835, 189, 1175, 529]
headline-box	[487, 1221, 1499, 1272]
column-1: ಸೌಜನ್ಯ ಸ್ಪೃಶಿಸಿರುವ ತ್ರಿಶಂಕು ಸ್ಥಿತಿ...... "ಯಾವ ಕಾಲದ ಶಾಸ್ತ್ರವೇನು ಹೇಳಿದರೇನು ? ಎದೆಯ ದನಿಗೂ ಮಿಗಿಲು ಶಾಸ್ತ್ರವಿಹುದೇನು " ಎಂಬ ರಾಷ್ಟ್ರಕವಿ ಕುವೆಂಪು ಅವರ ಮಾತುಗಳನ್ನು ನೆನೆಯುತ್ತಾ..... ಸೌಜನ್ಯ ಎಂಬ ಬಾಲಕಿಯ ಕೊಲೆ ಮತ್ತು ಅತ್ಯಾಚಾರ ಇತ್ತೀಚಿನ ವರ್ಷಗಳ ಒಂದು ಅತಿ ಸೂಕ್ಷ್ಮ ಪ್ರಕರಣ. ಬಹುಶಃ ನಿಜವಾದ ಅಪರಾಧಿ ಪತ್ತೆಯಾದರೆ ಅತ್ಯಂತ ಕ್ರೂರ ಅಧ್ಯಾಯ ಒಂದು ಪರಿಣಾಮ ಆಗಬಹುದು. ಇಡೀ ಕರ್ನಾಟಕ ಸಮೂಹ ಮಾಧ್ಯಮ ಪ್ರತಿಭಟನೆ ಅನೇಕ ದುರಂತಗಳ ನಡುವೆ ಪೊಲೀಸ್ ತನಿಖೆ ಸಿಐಡಿ ತನಿಖೆ ಸಿಬಿಐ ತನಿಖೆ ಸುದೀರ್ಘ ವರ್ಷಗಳ ವಿಚಾರಣೆ ನಡೆದು ಕೊನೆಗೆ ನ್ಯಾಯಾಲಯ ಆರೋಪಿಯನ್ನು ನಿರಪರಾಧಿ ಎಂದು ಬಿಡುಗಡೆ ಗೊಳಿಸಲಾಗಿದೆ. ಆ ಸಂತೋಷ್ ರಾವ್ ನಿಜವಾದ ಅಪರಾಧಿಯಾಗಿದ್ದರೆ ಸಾಕ್ಷಿ ಆಧಾರಗಳ ಕೊರತೆಯಿಂದ ಖುಲಾಸೆಯಾಗಿದ್ದಾರೆ ಎನ್ನುವುದು ನ್ಯಾಯಾಲಯದ ತೀರ್ಪು. ನಿಜವಾದ ಅಪರಾಧಿಗಳು ಯಾರು ಎಂಬ ಪ್ರಶ್ನೆ ಇನ್ನೂ ಉಳಿದಿದೆ. ಆ ಕಾರಣದಿಂದಲೇ ಮತ್ತೆ ಮತ್ತೆ ಈ ಪ್ರಕರಣ ಚರ್ಚೆಗೆ ಬರುತ್ತಿದೆ. ಈಗ ಯೂಟ್ಯೂಬರ್ ಒಬ್ಬರು ಸಮೀರ್ ಎಂಡಿ ಮಾಡಿದ ವಿಡಿಯೋ ಒಂದು ಸುಮಾರು 500 ಲಕ್ಷ ಜನರು ನೋಡಿದ್ದು ದೊಡ್ಡ ಸಂಚಲನ ಸೃಷ್ಟಿಸಿದೆ. ಸಾಮಾಜಿಕ ಜಾಲತಾಣಗಳಲ್ಲಿ ಇದು ಬಹುದೊಡ್ಡ ಚರ್ಚೆಯಾಗಿ ಪರಿಣಮಿಸಿದ್ದು, ಧರ್ಮಸ್ಥಳದ ಮತ್ತು ವೀರೇಂದ್ರ ಹೆಗ್ಗಡೆಯವರ ಕುಟುಂಬದ ಸುತ್ತಲೂ ಅನೇಕ ಪ್ರಶ್ನೆಗಳನ್ನು ಹುಟ್ಟುಹಾಕಿದೆ. ಅವರ ಕುಟುಂಬದ ನಡವಳಿಕೆಗಳ ಬಗ್ಗೆ ಅನೇಕ ಆರೋಪಗಳು ಕೇಳಿಬರುತ್ತಿವೆ. ಜನ ಸಾಮಾನ್ಯರ ಆತಂಕ, ಆಕ್ರೋಶ ಮತ್ತು ಪ್ರತಿಭಟನೆಯ ಧ್ವನಿ ಹೆಚ್ಚುತ್ತಿದೆ. ಬಹುಶಃ ಈ ವಿಷಯ 12/13 ವರ್ಷಗಳ ನಂತರವೂ ಜೀವಂತವಾಗಿರಲು ಕಾರಣ ಸೌಜನ್ಯ ಎಂಬ ಹೆಣ್ಣುಮಗುವಿನ ಧರ್ಮಸ್ಥಳದ ಸುತ್ತಮುತ್ತಲಿನ ಘಟನೆಗಳು.	[496, 199, 819, 474]
photo-caption	[17, 1203, 473, 1269]
shabana-azmi-photo	[250, 256, 473, 511]
column-1: ದುಬೈ: ಮಾರ್ಚ್ 9 ರಂದು ಅಂತಾರಾಷ್ಟ್ರೀಯ ಕ್ರಿಕೆಟ್ ಕ್ರೀಡಾಂಗಣದಲ್ಲಿ ನಡೆಯಲಿರುವ ಐಸಿಸಿ ಚಾಂಪಿಯನ್ಸ್ ಟ್ರೋಫಿ 2025 ಫೈನಲ್ ಪಂದ್ಯದಲ್ಲಿ ಭಾರತ ಮತ್ತು ನ್ಯೂಝಿಲೆಂಡ್ ತಂಡಗಳು ಮುಖಾಮುಖಿಯಾಗಲಿವೆ. ಇದಕ್ಕೂ ಮುನ್ನ ನಡೆದಿದ್ದ ಮೊದಲ ಸೆಮಿಫೈನಲ್ ನಲ್ಲಿ ಆಸ್ಟ್ರೇಲಿಯಾ ತಂಡವನ್ನು ಭಾರತ 4 ವಿಕೆಟ್‌ಗಳಿಂದ ಬಗ್ಗುಬಡಿದು ಫೈನಲ್ ಗೆ ದಾಪುಗಾಲಿಟ್ಟಿತ್ತು. ಎರಡನೇ ಸೆಮಿಫೈನಲ್ ನಲ್ಲಿ ದಕ್ಷಿಣ ಆಫ್ರಿಕಾ ವಿರುದ್ಧ 50 ರನ್‌ಗಳಿಂದ ಗೆಲುವು ಸಾಧಿಸಿದ ನ್ಯೂಝಿಲೆಂಡ್ ತಂಡ ಕೂಡಾ ಫೈನಲ್ ಗೆ ಪ್ರವೇಶಿಸಿತ್ತು. ರವಿವಾರ ಭಾರತೀಯ ಕಾಲಮಾನ 2.30ಕ್ಕೆ	[487, 1630, 742, 1751]
headline-part-1: ಭಾರತ-ನ್ಯೂಝಿಲೆಂಡ್ ಫೈನಲ್ ಹಣಾಹಣಿ:	[487, 1564, 876, 1596]
